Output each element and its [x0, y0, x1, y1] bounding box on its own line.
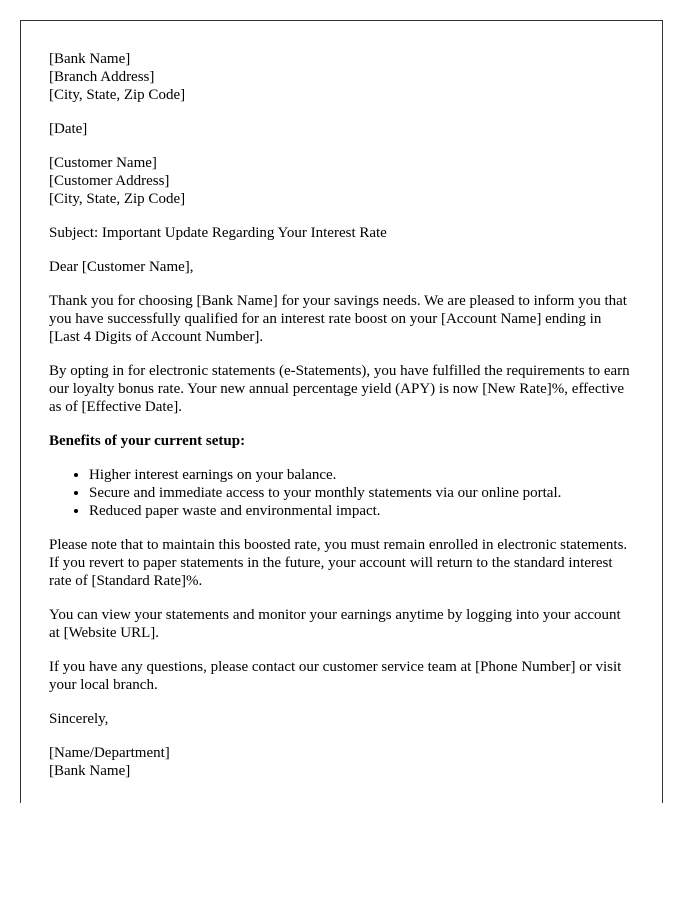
- letter-date: [Date]: [49, 121, 88, 137]
- benefits-heading-text: Benefits of your current setup:: [49, 433, 246, 449]
- salutation: Dear [Customer Name],: [49, 259, 194, 275]
- signature-bank-name: [Bank Name]: [49, 763, 131, 779]
- subject-line: Subject: Important Update Regarding Your Interest Rate: [49, 225, 387, 241]
- signature-block: [49, 744, 635, 780]
- paragraph-intro: Thank you for choosing [Bank Name] for your savings needs. We are pleased to inform you that you have successfully qualified for an interest rate boost on your [Account Name] ending in [Last 4 Digits of Account Number].: [49, 293, 627, 345]
- paragraph-contact: If you have any questions, please contact our customer service team at [Phone Number] or visit your local branch.: [49, 659, 622, 693]
- benefits-list: [49, 466, 635, 520]
- paragraph-estatements: By opting in for electronic statements (e-Statements), you have fulfilled the requirements to earn our loyalty bonus rate. Your new annual percentage yield (APY) is now [New Rate]%, effective as of [Effective Date].: [49, 363, 630, 415]
- signoff: Sincerely,: [49, 711, 109, 727]
- recipient-address: [49, 154, 635, 208]
- sender-city-state-zip: [City, State, Zip Code]: [49, 87, 186, 103]
- paragraph-view-statements: You can view your statements and monitor your earnings anytime by logging into your account at [Website URL].: [49, 607, 621, 641]
- signature-department: [Name/Department]: [49, 745, 170, 761]
- letter-page: [20, 20, 663, 803]
- recipient-name: [Customer Name]: [49, 155, 157, 171]
- recipient-address-line: [Customer Address]: [49, 173, 170, 189]
- recipient-city-state-zip: [City, State, Zip Code]: [49, 191, 186, 207]
- list-item: • Reduced paper waste and environmental impact.: [89, 502, 635, 520]
- sender-address: [49, 50, 635, 104]
- paragraph-maintain-rate: Please note that to maintain this boosted rate, you must remain enrolled in electronic statements. If you revert to paper statements in the future, your account will return to the standard interest rate of [Standard Rate]%.: [49, 537, 628, 589]
- benefits-heading: [49, 432, 635, 450]
- list-item: • Higher interest earnings on your balance.: [89, 466, 635, 484]
- list-item: • Secure and immediate access to your monthly statements via our online portal.: [89, 484, 635, 502]
- sender-bank-name: [Bank Name]: [49, 51, 131, 67]
- letter-body: [49, 50, 635, 780]
- sender-branch-address: [Branch Address]: [49, 69, 155, 85]
